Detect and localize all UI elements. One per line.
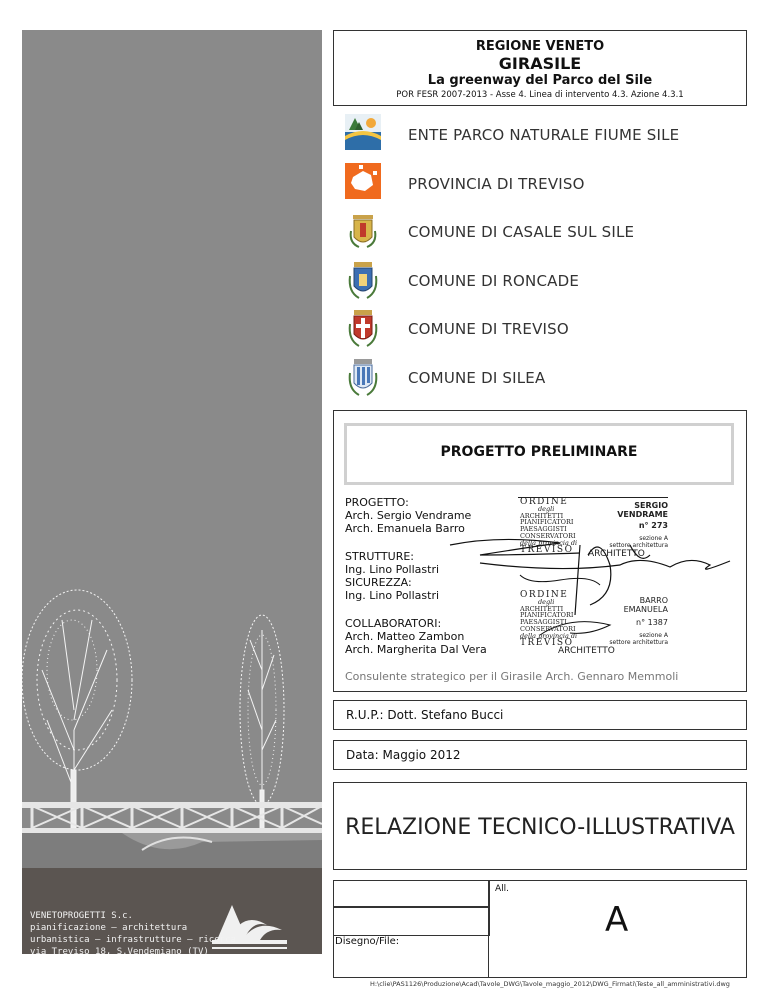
rup-box: [333, 700, 747, 730]
trees-bridge-illustration: [22, 30, 322, 954]
entity-name: COMUNE DI CASALE SUL SILE: [408, 223, 635, 241]
consultant-line: Consulente strategico per il Girasile Arch. Gennaro Memmoli: [345, 670, 679, 683]
stamp-paesaggisti: PAESAGGISTI: [520, 525, 567, 534]
stamp-provincia: della provincia di: [520, 631, 578, 640]
date-label: Data: Maggio 2012: [346, 748, 461, 762]
firm-info: [30, 910, 236, 954]
stamp-name-last: EMANUELA: [623, 605, 668, 614]
roncade-crest-icon: [345, 260, 381, 300]
signature-icon: [440, 525, 740, 648]
stamp-name-first: SERGIO: [634, 501, 668, 510]
attachment-value: A: [605, 900, 629, 940]
file-path: H:\clie\PAS1126\Produzione\Acad\Tavole_DWG\Tavole_maggio_2012\DWG_Firmati\Teste_all_amministrativi.dwg: [370, 980, 730, 988]
stamp-section: sezione A: [639, 632, 668, 639]
progetto-name-1: Arch. Sergio Vendrame: [345, 509, 472, 522]
project-name: GIRASILE: [498, 54, 582, 73]
strutture-label: STRUTTURE:: [345, 550, 414, 563]
stamp-treviso: TREVISO: [520, 637, 574, 648]
park-logo-icon: [345, 114, 381, 154]
entity-name: ENTE PARCO NATURALE FIUME SILE: [408, 126, 680, 144]
stamp-number: n° 273: [638, 521, 668, 530]
drawing-file-label: Disegno/File:: [335, 936, 400, 947]
collab-name-2: Arch. Margherita Dal Vera: [345, 643, 487, 656]
firm-line-2: urbanistica – infrastrutture – ricerca: [30, 935, 236, 945]
funding-line: POR FESR 2007-2013 - Asse 4. Linea di intervento 4.3. Azione 4.3.1: [396, 90, 684, 100]
stamp-architetti: ARCHITETTI: [520, 511, 564, 520]
silea-crest-icon: [345, 357, 381, 397]
progetto-label: PROGETTO:: [345, 496, 409, 509]
stamp-degli: degli: [538, 504, 555, 513]
sicurezza-label: SICUREZZA:: [345, 576, 412, 589]
strutture-name: Ing. Lino Pollastri: [345, 563, 440, 576]
firm-address: via Treviso 18, S.Vendemiano (TV): [30, 947, 209, 954]
stamp-architetti: ARCHITETTI: [520, 604, 564, 613]
stamp-order: ORDINE: [520, 590, 569, 600]
entity-treviso: [345, 308, 745, 348]
entity-casale: [345, 211, 745, 251]
attachment-label: All.: [495, 884, 510, 894]
collab-label: COLLABORATORI:: [345, 617, 442, 630]
firm-name: VENETOPROGETTI S.c.: [30, 911, 133, 921]
firm-line-1: pianificazione – architettura: [30, 923, 188, 933]
collab-name-1: Arch. Matteo Zambon: [345, 630, 465, 643]
stamp-treviso: TREVISO: [520, 544, 574, 555]
region-label: REGIONE VENETO: [475, 39, 605, 54]
stamp-footer: ARCHITETTO: [588, 549, 645, 559]
stamp-paesaggisti: PAESAGGISTI: [520, 618, 567, 627]
credits-strutture: [345, 550, 439, 602]
stamp-pianificatori: PIANIFICATORI: [520, 611, 574, 620]
stamp-sector: settore architettura: [609, 639, 668, 646]
header-box: [333, 30, 747, 106]
entity-silea: [345, 357, 745, 397]
stamp-conservatori: CONSERVATORI: [520, 531, 576, 540]
stamp-section: sezione A: [639, 535, 668, 542]
sicurezza-name: Ing. Lino Pollastri: [345, 589, 440, 602]
stamp-footer: ARCHITETTO: [558, 646, 615, 656]
stamp-number: n° 1387: [636, 618, 668, 627]
stamp-degli: degli: [538, 597, 555, 606]
province-logo-icon: [345, 163, 381, 203]
title-block-cell-1: [333, 880, 490, 908]
entity-name: COMUNE DI SILEA: [408, 369, 546, 387]
entity-park: [345, 114, 745, 154]
stamp-provincia: della provincia di: [520, 538, 578, 547]
casale-crest-icon: [345, 211, 381, 251]
entity-roncade: [345, 260, 745, 300]
stamp-order: ORDINE: [520, 497, 569, 507]
entity-name: COMUNE DI RONCADE: [408, 272, 580, 290]
document-title-box: [333, 782, 747, 870]
document-title: RELAZIONE TECNICO-ILLUSTRATIVA: [345, 815, 735, 840]
title-block-cell-2: [333, 906, 490, 936]
date-box: [333, 740, 747, 770]
entity-name: PROVINCIA DI TREVISO: [408, 175, 585, 193]
stamp-pianificatori: PIANIFICATORI: [520, 518, 574, 527]
treviso-crest-icon: [345, 308, 381, 348]
stamp-conservatori: CONSERVATORI: [520, 624, 576, 633]
project-subtitle: La greenway del Parco del Sile: [427, 73, 653, 88]
phase-box: [344, 423, 734, 485]
stamp-sector: settore architettura: [609, 542, 668, 549]
stamp-name-first: BARRO: [639, 596, 668, 605]
phase-title: PROGETTO PRELIMINARE: [440, 444, 638, 460]
entity-name: COMUNE DI TREVISO: [408, 320, 569, 338]
stamp-name-last: VENDRAME: [617, 510, 668, 519]
progetto-name-2: Arch. Emanuela Barro: [345, 522, 465, 535]
entity-province: [345, 163, 745, 203]
rup-label: R.U.P.: Dott. Stefano Bucci: [346, 708, 504, 722]
cover-illustration-panel: [22, 30, 322, 954]
